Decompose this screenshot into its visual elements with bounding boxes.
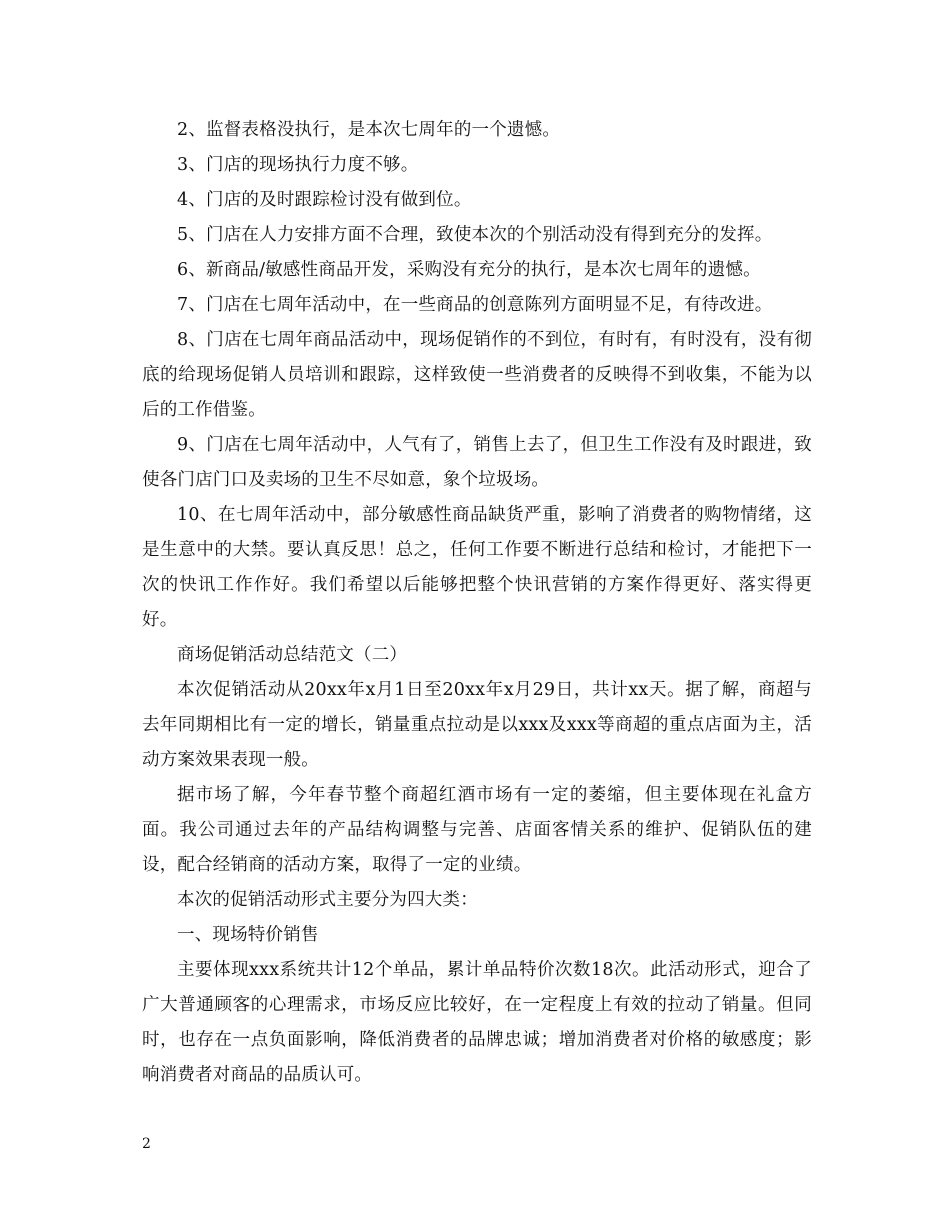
paragraph-7: 8、门店在七周年商品活动中，现场促销作的不到位，有时有，有时没有，没有彻底的给现场促销人员培训和跟踪，这样致使一些消费者的反映得不到收集，不能为以后的工作借鉴。 (142, 330, 812, 420)
paragraph-11: 据市场了解，今年春节整个商超红酒市场有一定的萎缩，但主要体现在礼盒方面。我公司通过去年的产品结构调整与完善、店面客情关系的维护、促销队伍的建设，配合经销商的活动方案，取得了一定的业绩。 (142, 785, 812, 875)
paragraph-5: 6、新商品/敏感性商品开发，采购没有充分的执行，是本次七周年的遗憾。 (177, 260, 761, 280)
section-heading: 商场促销活动总结范文（二） (177, 645, 408, 665)
paragraph-12: 本次的促销活动形式主要分为四大类： (177, 890, 478, 910)
paragraph-3: 4、门店的及时跟踪检讨没有做到位。 (177, 190, 472, 210)
paragraph-9: 10、在七周年活动中，部分敏感性商品缺货严重，影响了消费者的购物情绪，这是生意中的大禁。要认真反思！总之，任何工作要不断进行总结和检讨，才能把下一次的快讯工作作好。我们希望以后能够把整个快讯营销的方案作得更好、落实得更好。 (142, 505, 812, 630)
subheading: 一、现场特价销售 (177, 925, 319, 945)
paragraph-8: 9、门店在七周年活动中，人气有了，销售上去了，但卫生工作没有及时跟进，致使各门店门口及卖场的卫生不尽如意，象个垃圾场。 (142, 435, 812, 490)
paragraph-4: 5、门店在人力安排方面不合理，致使本次的个别活动没有得到充分的发挥。 (177, 225, 773, 245)
paragraph-1: 2、监督表格没执行，是本次七周年的一个遗憾。 (177, 120, 561, 140)
page-number: 2 (142, 1136, 151, 1152)
paragraph-10: 本次促销活动从20xx年x月1日至20xx年x月29日，共计xx天。据了解，商超与去年同期相比有一定的增长，销量重点拉动是以xxx及xxx等商超的重点店面为主，活动方案效果表现一般。 (142, 680, 812, 770)
paragraph-13: 主要体现xxx系统共计12个单品，累计单品特价次数18次。此活动形式，迎合了广大普通顾客的心理需求，市场反应比较好，在一定程度上有效的拉动了销量。但同时，也存在一点负面影响，降低消费者的品牌忠诚；增加消费者对价格的敏感度；影响消费者对商品的品质认可。 (142, 960, 812, 1085)
paragraph-2: 3、门店的现场执行力度不够。 (177, 155, 419, 175)
paragraph-6: 7、门店在七周年活动中，在一些商品的创意陈列方面明显不足，有待改进。 (177, 295, 773, 315)
